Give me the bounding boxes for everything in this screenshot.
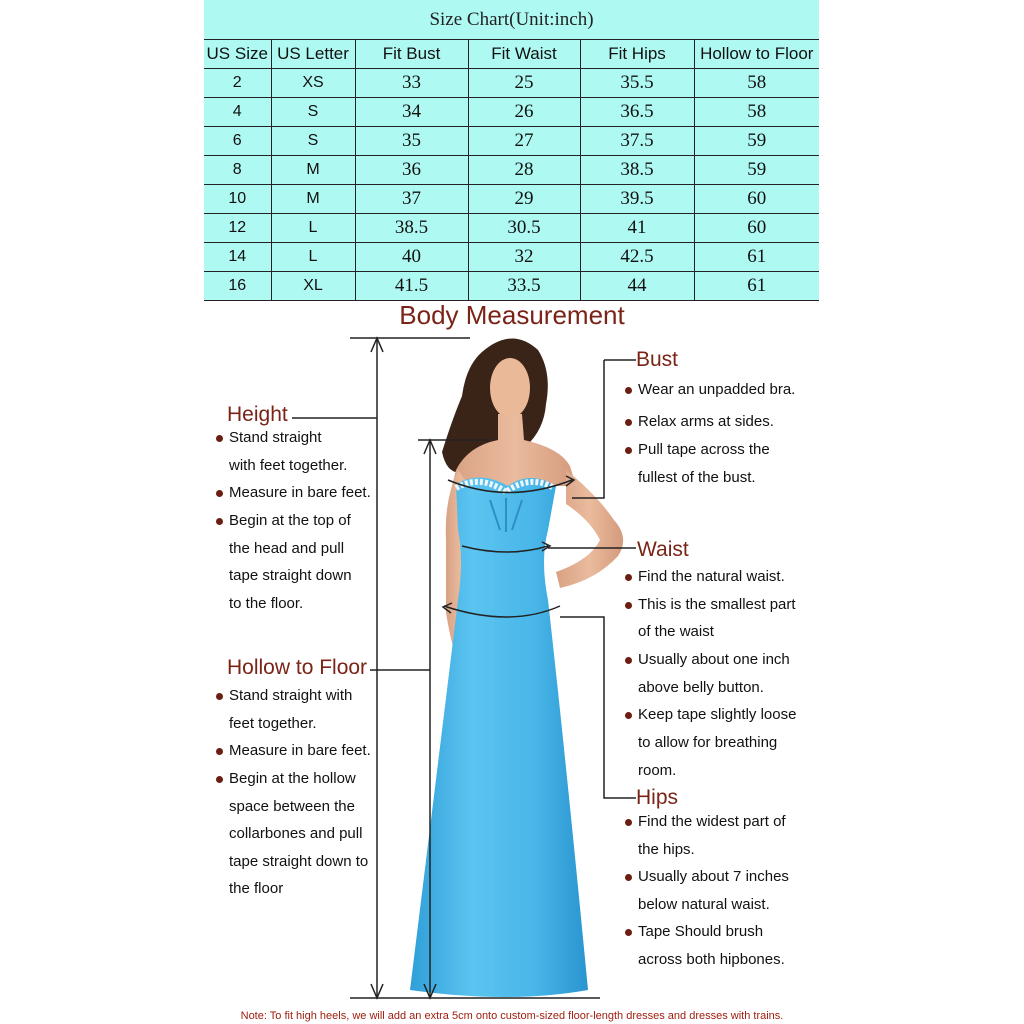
table-cell: 41.5: [355, 272, 468, 301]
table-cell: 36.5: [580, 98, 694, 127]
bust-line-1: Wear an unpadded bra.: [638, 381, 796, 398]
height-line-3: Measure in bare feet.: [229, 484, 371, 501]
height-line-7: to the floor.: [229, 595, 304, 612]
table-cell: L: [271, 214, 355, 243]
table-cell: 44: [580, 272, 694, 301]
hips-line-2: the hips.: [638, 841, 695, 858]
waist-line-4: Usually about one inch: [638, 651, 790, 668]
table-cell: 25: [468, 69, 580, 98]
face-shape: [490, 358, 530, 418]
size-chart-title: Size Chart(Unit:inch): [204, 0, 819, 40]
bust-line-4: fullest of the bust.: [638, 469, 756, 486]
hips-line-5: Tape Should brush: [638, 923, 764, 940]
table-cell: 16: [204, 272, 271, 301]
table-cell: 41: [580, 214, 694, 243]
height-line-4: Begin at the top of: [229, 512, 351, 529]
table-cell: 12: [204, 214, 271, 243]
header-hollow-to-floor: Hollow to Floor: [694, 40, 819, 69]
table-cell: 33.5: [468, 272, 580, 301]
right-arm: [556, 470, 623, 588]
table-cell: 39.5: [580, 185, 694, 214]
table-cell: S: [271, 127, 355, 156]
waist-line-6: Keep tape slightly loose: [638, 706, 797, 723]
hips-line-6: across both hipbones.: [638, 951, 785, 968]
table-cell: M: [271, 185, 355, 214]
hollow-line-7: tape straight down to: [229, 853, 369, 870]
table-cell: 35.5: [580, 69, 694, 98]
height-title: Height: [227, 403, 288, 426]
height-line-6: tape straight down: [229, 567, 352, 584]
table-cell: 60: [694, 185, 819, 214]
waist-line-8: room.: [638, 762, 677, 779]
table-cell: 58: [694, 69, 819, 98]
header-us-size: US Size: [204, 40, 271, 69]
table-cell: 34: [355, 98, 468, 127]
table-cell: 4: [204, 98, 271, 127]
table-cell: 59: [694, 127, 819, 156]
body-measurement-heading: Body Measurement: [399, 300, 625, 330]
hollow-line-8: the floor: [229, 880, 284, 897]
header-fit-bust: Fit Bust: [355, 40, 468, 69]
waist-line-7: to allow for breathing: [638, 734, 778, 751]
waist-line-2: This is the smallest part: [638, 596, 796, 613]
hips-line-4: below natural waist.: [638, 896, 770, 913]
table-cell: 35: [355, 127, 468, 156]
hollow-line-1: Stand straight with: [229, 687, 353, 704]
table-cell: 33: [355, 69, 468, 98]
waist-line-5: above belly button.: [638, 679, 764, 696]
table-cell: 14: [204, 243, 271, 272]
table-cell: 40: [355, 243, 468, 272]
table-cell: 61: [694, 243, 819, 272]
hips-line-3: Usually about 7 inches: [638, 868, 789, 885]
hollow-line-5: space between the: [229, 798, 355, 815]
height-line-5: the head and pull: [229, 540, 345, 557]
header-fit-waist: Fit Waist: [468, 40, 580, 69]
table-cell: 8: [204, 156, 271, 185]
table-cell: XS: [271, 69, 355, 98]
bust-title: Bust: [636, 348, 679, 371]
table-cell: 32: [468, 243, 580, 272]
table-cell: XL: [271, 272, 355, 301]
table-cell: 38.5: [580, 156, 694, 185]
table-cell: 36: [355, 156, 468, 185]
height-line-2: with feet together.: [229, 457, 348, 474]
table-cell: M: [271, 156, 355, 185]
table-cell: 37.5: [580, 127, 694, 156]
bust-line-3: Pull tape across the: [638, 441, 770, 458]
table-cell: 37: [355, 185, 468, 214]
hollow-line-6: collarbones and pull: [229, 825, 363, 842]
waist-title: Waist: [637, 538, 689, 561]
hollow-line-2: feet together.: [229, 715, 317, 732]
height-line-1: Stand straight: [229, 429, 322, 446]
table-cell: 10: [204, 185, 271, 214]
dress-shape: [410, 477, 588, 997]
header-us-letter: US Letter: [271, 40, 355, 69]
hips-line-1: Find the widest part of: [638, 813, 786, 830]
waist-line-3: of the waist: [638, 623, 714, 640]
table-cell: L: [271, 243, 355, 272]
table-cell: 61: [694, 272, 819, 301]
table-cell: 29: [468, 185, 580, 214]
hollow-title: Hollow to Floor: [227, 656, 368, 679]
table-cell: 60: [694, 214, 819, 243]
table-cell: 30.5: [468, 214, 580, 243]
hollow-line-4: Begin at the hollow: [229, 770, 356, 787]
table-cell: 2: [204, 69, 271, 98]
hollow-line-3: Measure in bare feet.: [229, 742, 371, 759]
table-cell: S: [271, 98, 355, 127]
table-cell: 6: [204, 127, 271, 156]
table-cell: 42.5: [580, 243, 694, 272]
table-cell: 26: [468, 98, 580, 127]
table-cell: 27: [468, 127, 580, 156]
footer-note: Note: To fit high heels, we will add an extra 5cm onto custom-sized floor-length dresses and dresses with trains.: [240, 1010, 784, 1022]
table-cell: 28: [468, 156, 580, 185]
header-fit-hips: Fit Hips: [580, 40, 694, 69]
waist-line-1: Find the natural waist.: [638, 568, 785, 585]
bust-line-2: Relax arms at sides.: [638, 413, 774, 430]
hips-title: Hips: [636, 786, 679, 809]
table-cell: 38.5: [355, 214, 468, 243]
table-cell: 58: [694, 98, 819, 127]
table-cell: 59: [694, 156, 819, 185]
